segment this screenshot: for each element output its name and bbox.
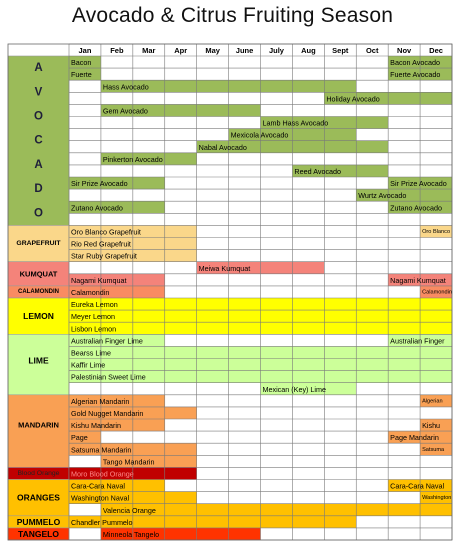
- group-label: TANGELO: [18, 528, 59, 539]
- month-header: Mar: [142, 46, 156, 55]
- bar-label: Valencia Orange: [102, 505, 156, 515]
- bar-label: Cara-Cara Naval: [71, 481, 125, 491]
- month-header: June: [235, 46, 254, 55]
- group-label-letter: O: [34, 110, 43, 123]
- month-header: Jan: [78, 46, 92, 55]
- bar-label: Satsuma: [422, 446, 445, 453]
- group-label-cell: [8, 395, 69, 468]
- bar-label: Mexicola Avocado: [230, 130, 289, 140]
- group-label-letter: D: [34, 183, 43, 196]
- bar-label: Reed Avocado: [294, 166, 342, 176]
- group-label: Blood Orange: [17, 469, 60, 477]
- bar-label: Nagami Kumquat: [71, 275, 127, 285]
- month-header: Oct: [365, 46, 379, 55]
- bar-label: Meiwa Kumquat: [198, 263, 251, 273]
- bar-label: Bacon Avocado: [390, 58, 440, 68]
- bar-label: Mexican (Key) Lime: [262, 384, 327, 394]
- month-header: July: [268, 46, 284, 55]
- bar-label: Australian Finger: [390, 336, 445, 346]
- group-label-letter: A: [34, 158, 43, 171]
- bar-label: Eureka Lemon: [71, 300, 118, 310]
- bar-label: Oro Blanco Grapefruit: [71, 227, 141, 237]
- bar-label: Calamondin: [71, 287, 110, 297]
- bar-label: Satsuma Mandarin: [71, 445, 132, 455]
- bar-label: Page: [71, 433, 88, 443]
- bar-label: Gem Avocado: [102, 106, 148, 116]
- bar-label: Gold Nugget Mandarin: [71, 408, 144, 418]
- bar-label: Hass Avocado: [102, 82, 149, 92]
- month-header: Nov: [397, 46, 412, 55]
- bar-label: Kishu Mandarin: [71, 421, 121, 431]
- group-label: MANDARIN: [18, 420, 59, 430]
- month-header: Feb: [110, 46, 124, 55]
- bar-label: Chandler Pummelo: [71, 517, 133, 527]
- month-header: Sept: [332, 46, 349, 55]
- month-header: May: [205, 46, 220, 55]
- bar-label: Tango Mandarin: [102, 457, 155, 467]
- bar-label: Sir Prize Avocado: [390, 179, 447, 189]
- month-header: Dec: [429, 46, 443, 55]
- bar-label: Sir Prize Avocado: [71, 179, 128, 189]
- bar-label: Fuerte Avocado: [390, 70, 441, 80]
- bar-label: Cara-Cara Naval: [390, 481, 445, 491]
- group-label: PUMMELO: [16, 516, 61, 527]
- bar-label: Kishu: [422, 421, 441, 431]
- bar-label: Washington: [422, 495, 452, 502]
- group-label: GRAPEFRUIT: [16, 240, 61, 248]
- bar-label: Wurtz Avocado: [358, 191, 407, 201]
- group-label: KUMQUAT: [19, 269, 58, 279]
- bar-label: Calamondin: [422, 289, 452, 296]
- bar-label: Algerian: [422, 398, 443, 405]
- bar-label: Bacon: [71, 58, 92, 68]
- bar-label: Moro Blood Orange: [71, 469, 134, 479]
- bar-label: Rio Red Grapefruit: [71, 239, 131, 249]
- chart-title: Avocado & Citrus Fruiting Season: [71, 4, 394, 27]
- bar-label: Zutano Avocado: [390, 203, 442, 213]
- bar-label: Zutano Avocado: [71, 203, 123, 213]
- group-label: LEMON: [23, 311, 54, 322]
- group-label: ORANGES: [17, 492, 60, 503]
- bar-label: Bearss Lime: [71, 348, 111, 358]
- group-label-letter: V: [34, 86, 43, 99]
- group-label: LIME: [28, 355, 49, 366]
- bar-label: Lisbon Lemon: [71, 324, 117, 334]
- bar-label: Oro Blanco: [422, 228, 451, 235]
- bar-label: Washington Naval: [71, 493, 130, 503]
- group-label-letter: A: [34, 62, 43, 75]
- bar-label: Lamb Hass Avocado: [262, 118, 329, 128]
- bar-label: Fuerte: [71, 70, 92, 80]
- bar-label: Algerian Mandarin: [71, 396, 130, 406]
- bar-label: Nagami Kumquat: [390, 275, 446, 285]
- bar-label: Pinkerton Avocado: [102, 154, 163, 164]
- bar-label: Holiday Avocado: [326, 94, 380, 104]
- group-label: CALAMONDIN: [18, 288, 59, 295]
- bar-label: Nabal Avocado: [198, 142, 247, 152]
- group-label-letter: O: [34, 207, 43, 220]
- bar-label: Meyer Lemon: [71, 312, 115, 322]
- bar-label: Australian Finger Lime: [71, 336, 143, 346]
- month-header: Aug: [301, 46, 316, 55]
- bar-label: Page Mandarin: [390, 433, 439, 443]
- bar-label: Kaffir Lime: [71, 360, 106, 370]
- bar-label: Minneola Tangelo: [102, 529, 160, 539]
- month-header: Apr: [174, 46, 188, 55]
- group-label-letter: C: [34, 134, 43, 147]
- bar-label: Star Ruby Grapefruit: [71, 251, 137, 261]
- bar-label: Palestinian Sweet Lime: [71, 372, 146, 382]
